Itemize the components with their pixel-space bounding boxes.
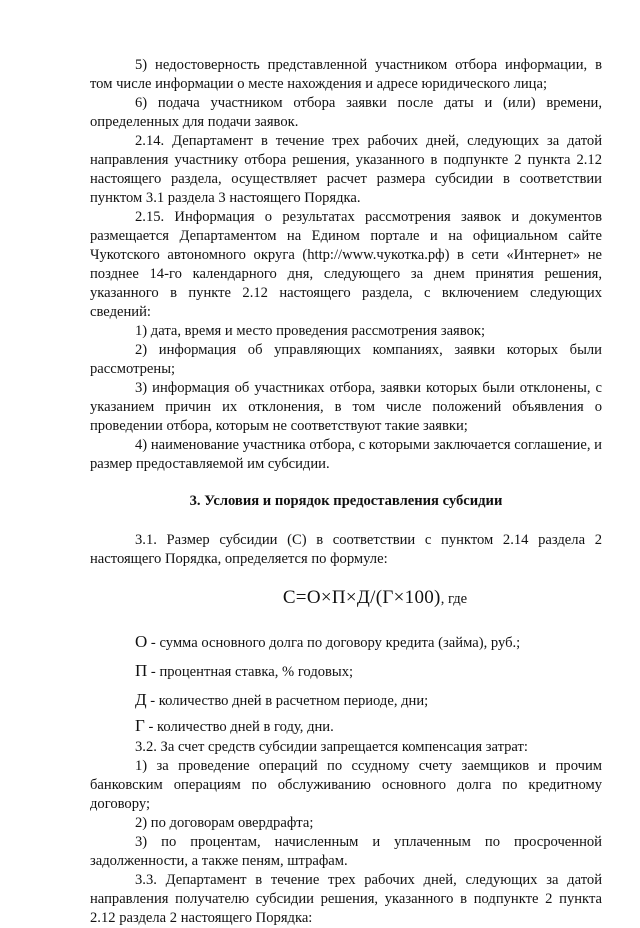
paragraph: 6) подача участником отбора заявки после даты и (или) времени, определенных для подачи заявок.: [90, 95, 602, 130]
legend-item: [90, 715, 602, 738]
paragraph: 3.2. За счет средств субсидии запрещается компенсация затрат:: [135, 739, 528, 755]
legend-text: - количество дней в расчетном периоде, дни;: [146, 693, 429, 709]
paragraph: 3) по процентам, начисленным и уплаченным по просроченной задолженности, а также пеням, штрафам.: [90, 834, 602, 869]
paragraph: 2.14. Департамент в течение трех рабочих дней, следующих за датой направления участнику отбора решения, указанного в подпункте 2 пункта 2.12 настоящего раздела, осуществляет расчет размера субсидии в соответствии пунктом 3.1 раздела 3 настоящего Порядка.: [90, 133, 602, 206]
legend-symbol: Г: [135, 716, 145, 735]
paragraph: 3) информация об участниках отбора, заявки которых были отклонены, с указанием причин их отклонения, в том числе положений объявления о проведении отбора, которым не соответствуют такие заявки;: [90, 380, 602, 434]
paragraph: 2) по договорам овердрафта;: [135, 815, 314, 831]
paragraph: 2) информация об управляющих компаниях, заявки которых были рассмотрены;: [90, 342, 602, 377]
paragraph: 1) за проведение операций по ссудному счету заемщиков и прочим банковским операциям по обслуживанию основного долга по кредитному договору;: [90, 758, 602, 812]
paragraph: 4) наименование участника отбора, с которыми заключается соглашение, и размер предоставляемой им субсидии.: [90, 437, 602, 472]
legend-text: - сумма основного долга по договору кредита (займа), руб.;: [147, 635, 521, 651]
legend-text: - процентная ставка, % годовых;: [147, 664, 354, 680]
paragraph: 2.15. Информация о результатах рассмотрения заявок и документов размещается Департаментом на Едином портале и на официальном сайте Чукотского автономного округа (http://www.чукотка.рф) в сети «Интернет» не позднее 14-го календарного дня, следующего за днем принятия решения, указанного в пункте 2.12 настоящего раздела, с включением следующих сведений:: [90, 209, 602, 320]
legend-item: [90, 686, 602, 715]
subsidy-formula: [90, 583, 602, 614]
legend-item: [90, 657, 602, 686]
formula-suffix: , где: [440, 591, 468, 607]
legend-symbol: П: [135, 661, 148, 680]
section-intro: 3.1. Размер субсидии (С) в соответствии с пунктом 2.14 раздела 2 настоящего Порядка, определяется по формуле:: [90, 532, 602, 567]
legend-symbol: Д: [135, 690, 147, 709]
legend-text: - количество дней в году, дни.: [144, 719, 334, 735]
document-page: [90, 56, 602, 928]
legend-symbol: О: [135, 632, 148, 651]
paragraph: 3.3. Департамент в течение трех рабочих дней, следующих за датой направления получателю субсидии решения, указанного в подпункте 2 пункта 2.12 раздела 2 настоящего Порядка:: [90, 872, 602, 926]
paragraph: 5) недостоверность представленной участником отбора информации, в том числе информации о месте нахождения и адресе юридического лица;: [90, 57, 602, 92]
paragraph: 1) дата, время и место проведения рассмотрения заявок;: [135, 323, 486, 339]
section-heading: 3. Условия и порядок предоставления субсидии: [189, 493, 503, 509]
legend-item: [90, 628, 602, 657]
formula-expression: С=О×П×Д/(Г×100): [282, 587, 441, 608]
